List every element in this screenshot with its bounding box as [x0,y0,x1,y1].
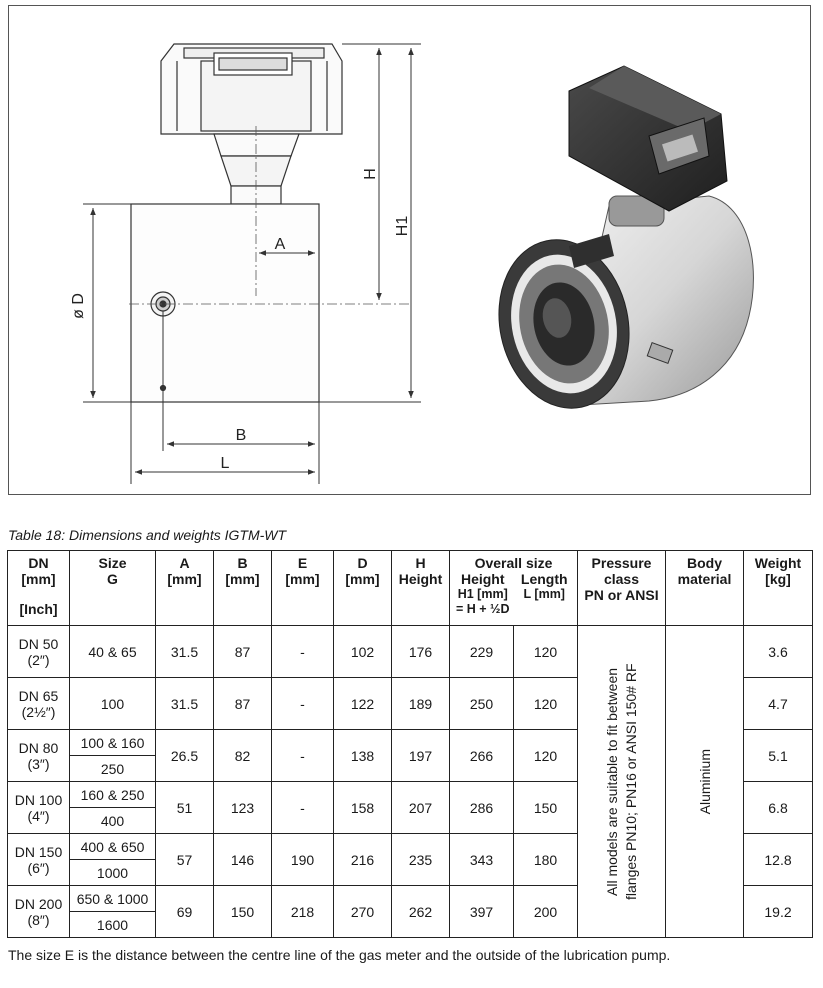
header-a: A [mm] [156,551,214,626]
d-cell: 158 [334,782,392,834]
l-cell: 120 [514,678,578,730]
h-cell: 235 [392,834,450,886]
technical-drawing [9,6,812,496]
dn-cell: DN 50 (2″) [8,626,70,678]
table-caption: Table 18: Dimensions and weights IGTM-WT [8,527,287,543]
footnote: The size E is the distance between the centre line of the gas meter and the outside of the lubrication pump. [8,947,671,963]
d-cell: 270 [334,886,392,938]
size-cell: 400 & 650 [70,834,156,860]
pressure-class-cell [578,626,666,938]
dn-cell: DN 100 (4″) [8,782,70,834]
header-d: D [mm] [334,551,392,626]
b-cell: 82 [214,730,272,782]
meter-3d-render [484,66,754,420]
b-cell: 87 [214,626,272,678]
header-weight: Weight [kg] [744,551,813,626]
b-cell: 87 [214,678,272,730]
dim-label-d: ø D [70,293,87,319]
a-cell: 51 [156,782,214,834]
h-cell: 262 [392,886,450,938]
table-row [8,626,813,678]
size-cell: 100 [70,678,156,730]
dim-label-l: L [220,455,230,472]
h-cell: 197 [392,730,450,782]
header-overall-size: Overall size Height H1 [mm] = H + ½D Length L [mm] [450,551,578,624]
b-cell: 150 [214,886,272,938]
body-material: Aluminium [696,748,713,815]
a-cell: 31.5 [156,678,214,730]
h1-cell: 397 [450,886,514,938]
pressure-note: All models are suitable to fit between flanges PN10; PN16 or ANSI 150# RF [603,663,639,900]
h-cell: 176 [392,626,450,678]
e-cell: - [272,678,334,730]
a-cell: 31.5 [156,626,214,678]
h1-cell: 266 [450,730,514,782]
a-cell: 57 [156,834,214,886]
h1-cell: 250 [450,678,514,730]
l-cell: 120 [514,626,578,678]
size-cell: 1000 [70,860,156,886]
weight-cell: 4.7 [744,678,813,730]
e-cell: - [272,626,334,678]
header-dn: DN [mm] [Inch] [8,551,70,626]
e-cell: - [272,730,334,782]
header-pressure-class: Pressure class PN or ANSI [578,551,666,626]
size-cell: 250 [70,756,156,782]
b-cell: 123 [214,782,272,834]
e-cell: - [272,782,334,834]
dn-cell: DN 200 (8″) [8,886,70,938]
size-cell: 100 & 160 [70,730,156,756]
header-body-material: Body material [666,551,744,626]
header-row [8,551,813,624]
h1-cell: 286 [450,782,514,834]
d-cell: 122 [334,678,392,730]
h-cell: 189 [392,678,450,730]
b-cell: 146 [214,834,272,886]
d-cell: 102 [334,626,392,678]
h1-cell: 229 [450,626,514,678]
header-size: Size G [70,551,156,626]
h1-cell: 343 [450,834,514,886]
dim-label-b: B [235,427,247,444]
header-e: E [mm] [272,551,334,626]
size-cell: 40 & 65 [70,626,156,678]
dim-label-h1: H1 [394,215,411,237]
weight-cell: 12.8 [744,834,813,886]
a-cell: 26.5 [156,730,214,782]
weight-cell: 3.6 [744,626,813,678]
d-cell: 216 [334,834,392,886]
l-cell: 150 [514,782,578,834]
dim-label-a: A [274,236,286,253]
dn-cell: DN 80 (3″) [8,730,70,782]
size-cell: 1600 [70,912,156,938]
figure-frame [8,5,811,495]
header-b: B [mm] [214,551,272,626]
a-cell: 69 [156,886,214,938]
size-cell: 650 & 1000 [70,886,156,912]
l-cell: 180 [514,834,578,886]
size-cell: 160 & 250 [70,782,156,808]
e-cell: 190 [272,834,334,886]
weight-cell: 5.1 [744,730,813,782]
e-cell: 218 [272,886,334,938]
h-cell: 207 [392,782,450,834]
header-h: H Height [392,551,450,626]
l-cell: 120 [514,730,578,782]
weight-cell: 19.2 [744,886,813,938]
dimensions-table [7,550,813,938]
dn-cell: DN 65 (2½″) [8,678,70,730]
d-cell: 138 [334,730,392,782]
dim-label-h: H [362,168,379,180]
weight-cell: 6.8 [744,782,813,834]
l-cell: 200 [514,886,578,938]
body-material-cell [666,626,744,938]
size-cell: 400 [70,808,156,834]
dn-cell: DN 150 (6″) [8,834,70,886]
